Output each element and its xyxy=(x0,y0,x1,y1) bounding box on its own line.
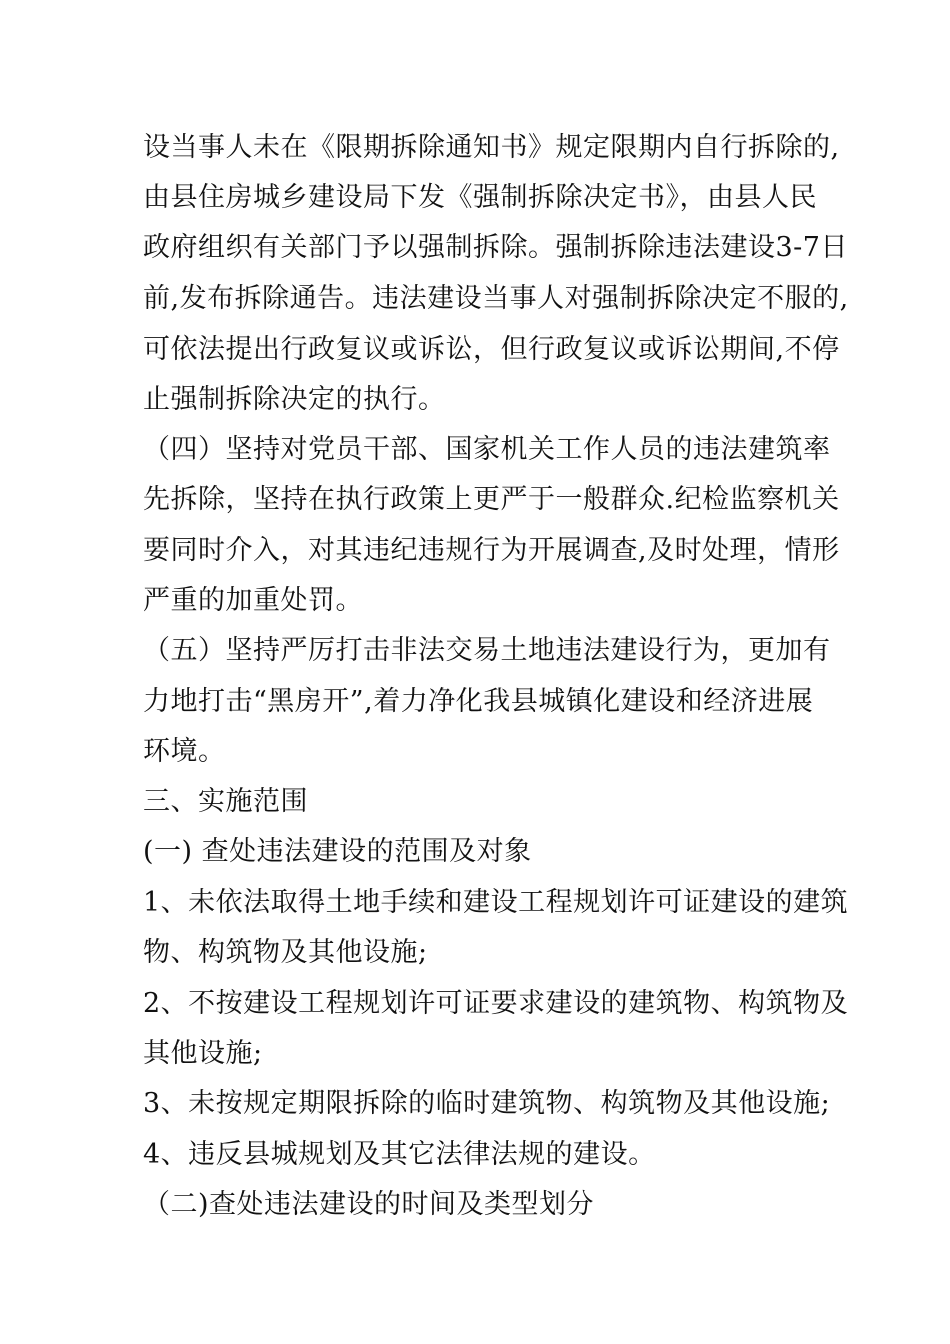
subsection-heading: (一) 查处违法建设的范围及对象 xyxy=(143,836,532,867)
list-item: 3、未按规定期限拆除的临时建筑物、构筑物及其他设施; xyxy=(143,1088,831,1119)
text-line: 力地打击“黑房开”,着力净化我县城镇化建设和经济进展 xyxy=(143,686,814,717)
text-line: （四）坚持对党员干部、国家机关工作人员的违法建筑率 xyxy=(143,434,831,465)
section-heading: 三、实施范围 xyxy=(143,786,308,817)
text-line: 严重的加重处罚。 xyxy=(143,585,363,616)
text-line: 要同时介入，对其违纪违规行为开展调查,及时处理，情形 xyxy=(143,535,840,566)
list-item-continuation: 其他设施; xyxy=(143,1038,263,1069)
text-line: 止强制拆除决定的执行。 xyxy=(143,384,446,415)
text-line: 由县住房城乡建设局下发《强制拆除决定书》，由县人民 xyxy=(143,182,817,213)
text-line: 环境。 xyxy=(143,736,226,767)
text-line: 可依法提出行政复议或诉讼，但行政复议或诉讼期间,不停 xyxy=(143,334,840,365)
list-item: 1、未依法取得土地手续和建设工程规划许可证建设的建筑 xyxy=(143,887,849,918)
list-item: 4、违反县城规划及其它法律法规的建设。 xyxy=(143,1139,656,1170)
list-item-continuation: 物、构筑物及其他设施; xyxy=(143,937,428,968)
text-line: 政府组织有关部门予以强制拆除。强制拆除违法建设3-7日 xyxy=(143,232,848,263)
text-line: 先拆除，坚持在执行政策上更严于一般群众.纪检监察机关 xyxy=(143,484,840,515)
text-line: 前,发布拆除通告。违法建设当事人对强制拆除决定不服的, xyxy=(143,283,849,314)
subsection-heading: （二)查处违法建设的时间及类型划分 xyxy=(143,1189,595,1220)
text-line: 设当事人未在《限期拆除通知书》规定限期内自行拆除的, xyxy=(143,132,840,163)
list-item: 2、不按建设工程规划许可证要求建设的建筑物、构筑物及 xyxy=(143,988,849,1019)
text-line: （五）坚持严厉打击非法交易土地违法建设行为，更加有 xyxy=(143,635,831,666)
